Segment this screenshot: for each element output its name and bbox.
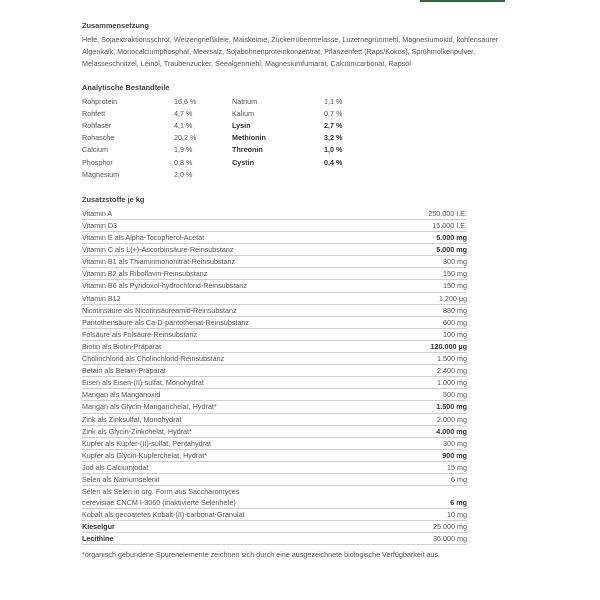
additive-row [82,414,467,426]
analytics-name: Cystin [232,157,254,167]
analytics-title: Analytische Bestandteile [82,82,170,92]
additive-row [82,509,467,521]
additive-name: Vitamin E als Alpha-Tocopherol-Acetat [82,233,205,243]
additive-value: 2.400 mg [437,366,467,376]
additive-row [82,365,467,377]
additive-row [82,208,467,220]
additive-value: 1.500 mg [436,402,467,412]
additive-value: 2.000 mg [437,414,467,424]
additive-value: 6 mg [451,474,467,484]
additive-value: 5.000 mg [436,245,467,255]
additive-row [82,533,467,545]
analytics-row [82,96,232,108]
additives-title: Zusatzstoffe je kg [82,194,145,204]
analytics-value: 1,9 % [174,145,193,155]
additive-name: Vitamin B2 als Riboflavin-Reinsubstanz [82,269,208,279]
additive-value: 1.000 mg [437,378,467,388]
analytics-row [82,132,232,144]
analytics-name: Threonin [232,145,263,155]
additive-name: Mangan als Manganoxid [82,390,161,400]
additive-value: 10 mg [447,510,467,520]
additive-value: 150 mg [443,281,467,291]
analytics-row [82,157,232,169]
additive-value: 1.500 mg [437,354,467,364]
analytics-column-left [82,96,232,181]
analytics-table [82,96,382,181]
additive-name: Folsäure als Folsäure-Reinsubstanz [82,329,198,339]
additive-name: Biotin als Biotin-Präparat [82,341,162,351]
analytics-name: Rohasche [82,133,115,143]
additive-row [82,377,467,389]
additive-name: Vitamin B1 als Thiaminmononitrat-Reinsubstanz [82,257,236,267]
additive-row [82,293,467,305]
additive-name: Zink als Zinksulfat, Monohydrat [82,414,182,424]
analytics-value: 1,0 % [324,145,343,155]
analytics-value: 20,2 % [174,133,197,143]
analytics-row [232,144,382,156]
additive-name: Kobalt als gecoatetes Kobalt-(II)-carbonat-Granulat [82,510,245,520]
additive-name: Selen als Natriumselenit [82,474,160,484]
product-details [82,20,522,562]
additive-name: Kupfer als Kupfer-(II)-sulfat, Pentahydrat [82,438,212,448]
additive-row [82,521,467,533]
analytics-value: 1,1 % [324,96,343,106]
composition-text: Hefe, Sojaextraktionsschrot, Weizengrießkleie, Maiskeime, Zuckerrübenmelasse, Luzernegrünmehl, Magnesiumoxid, kohlensaurer Algenkalk, Monocalciumphosphat, Meersalz, Sojabohnenproteinkonzentrat, Pflanzenfett (Raps/Kokos), Sprühmolkenpulver, Melasseschnitzel, Leinöl, Traubenzucker, Seealgenmehl, Magnesiumfumarat, Calciumcarbonat, Rapsöl [82,35,499,69]
additive-row [82,389,467,401]
analytics-row [232,96,382,108]
additive-value: 36.000 mg [433,534,467,544]
additive-value: 4.000 mg [436,426,467,436]
additive-row [82,341,467,353]
additive-row [82,305,467,317]
analytics-name: Natrium [232,96,258,106]
header-accent-bar [420,0,505,2]
additive-row [82,244,467,256]
additive-name: Lecithine [82,534,114,544]
analytics-name: Calcium [82,145,108,155]
additive-value: 6 mg [450,498,467,508]
analytics-name: Phosphor [82,157,113,167]
analytics-name: Rohfaser [82,120,112,130]
analytics-value: 4,1 % [174,120,193,130]
additive-value: 500 mg [443,390,467,400]
analytics-value: 4,7 % [174,108,193,118]
analytics-value: 2,7 % [324,120,343,130]
composition-section [82,20,522,71]
additive-name: Pantothensäure als Ca-D-pantothenat-Reinsubstanz [82,317,250,327]
analytics-value: 16,6 % [174,96,197,106]
additive-name: Zink als Glycin-Zinkchelat, Hydrat* [82,426,192,436]
additive-name: Selen als Selen in org. Form aus Saccharomyces cerevisiae CNCM I-3060 (inaktivierte Selenhefe) [82,487,240,508]
additive-name: Cholinchlorid als Cholinchlorid-Reinsubstanz [82,354,225,364]
additive-row [82,268,467,280]
additive-row [82,401,467,413]
additive-value: 25.000 mg [433,522,467,532]
analytics-row [232,120,382,132]
additive-value: 15 mg [447,462,467,472]
analytics-name: Methionin [232,133,266,143]
additive-row [82,438,467,450]
additive-value: 15.000 I.E. [432,221,467,231]
additive-value: 300 mg [443,257,467,267]
analytics-value: 0,7 % [324,108,343,118]
additive-name: Vitamin B12 [82,293,121,303]
additive-row [82,450,467,462]
additive-name: Vitamin D3 [82,221,118,231]
analytics-row [82,108,232,120]
additive-row [82,232,467,244]
analytics-value: 2,0 % [174,169,193,179]
additive-name: Eisen als Eisen-(II)-sulfat, Monohydrat [82,378,204,388]
additive-name: Nicotinsäure als Nicotinsäureamid-Reinsubstanz [82,305,237,315]
additive-name: Vitamin A [82,208,113,218]
additive-row [82,486,467,509]
analytics-row [82,144,232,156]
additive-name: Jod als Calciumjodat [82,462,149,472]
analytics-name: Lysin [232,120,251,130]
additive-row [82,353,467,365]
analytics-row [232,132,382,144]
analytics-name: Kalium [232,108,254,118]
footnote: *organisch gebundene Spurenelemente zeichnen sich durch eine ausgezeichnete biologische Verfügbarkeit aus. [82,550,441,560]
analytics-column-right [232,96,382,181]
analytics-row [232,108,382,120]
additive-row [82,256,467,268]
analytics-name: Rohfett [82,108,106,118]
additive-value: 5.000 mg [436,233,467,243]
additive-row [82,317,467,329]
additive-value: 1.200 µg [438,293,467,303]
analytics-row [82,169,232,181]
additive-name: Vitamin C als L(+)-Ascorbinsäure-Reinsubstanz [82,245,234,255]
additive-value: 900 mg [442,450,467,460]
additive-row [82,329,467,341]
additive-name: Kupfer als Glycin-Kupferchelat, Hydrat* [82,450,208,460]
additive-row [82,426,467,438]
additive-name: Kieselgur [82,522,115,532]
analytics-value: 0,8 % [174,157,193,167]
additive-row [82,280,467,292]
additive-name: Betain als Betain-Präparat [82,366,166,376]
additive-name: Vitamin B6 als Pyridoxol-hydrochlorid-Reinsubstanz [82,281,247,291]
additive-value: 120.000 µg [430,341,467,351]
additives-table [82,208,467,545]
additive-value: 250.000 I.E. [428,208,467,218]
additive-row [82,462,467,474]
analytics-value: 3,2 % [324,133,343,143]
additive-row [82,220,467,232]
analytics-name: Rohprotein [82,96,118,106]
additive-value: 880 mg [443,305,467,315]
additive-value: 150 mg [443,269,467,279]
analytics-name: Magnesium [82,169,120,179]
additive-value: 600 mg [443,317,467,327]
analytics-row [82,120,232,132]
additive-row [82,474,467,486]
additive-value: 300 mg [443,438,467,448]
analytics-value: 0,4 % [324,157,343,167]
additive-name: Mangan als Glycin-Manganchelat, Hydrat* [82,402,217,412]
analytics-row [232,157,382,169]
additive-value: 100 mg [443,329,467,339]
composition-title: Zusammensetzung [82,21,149,30]
